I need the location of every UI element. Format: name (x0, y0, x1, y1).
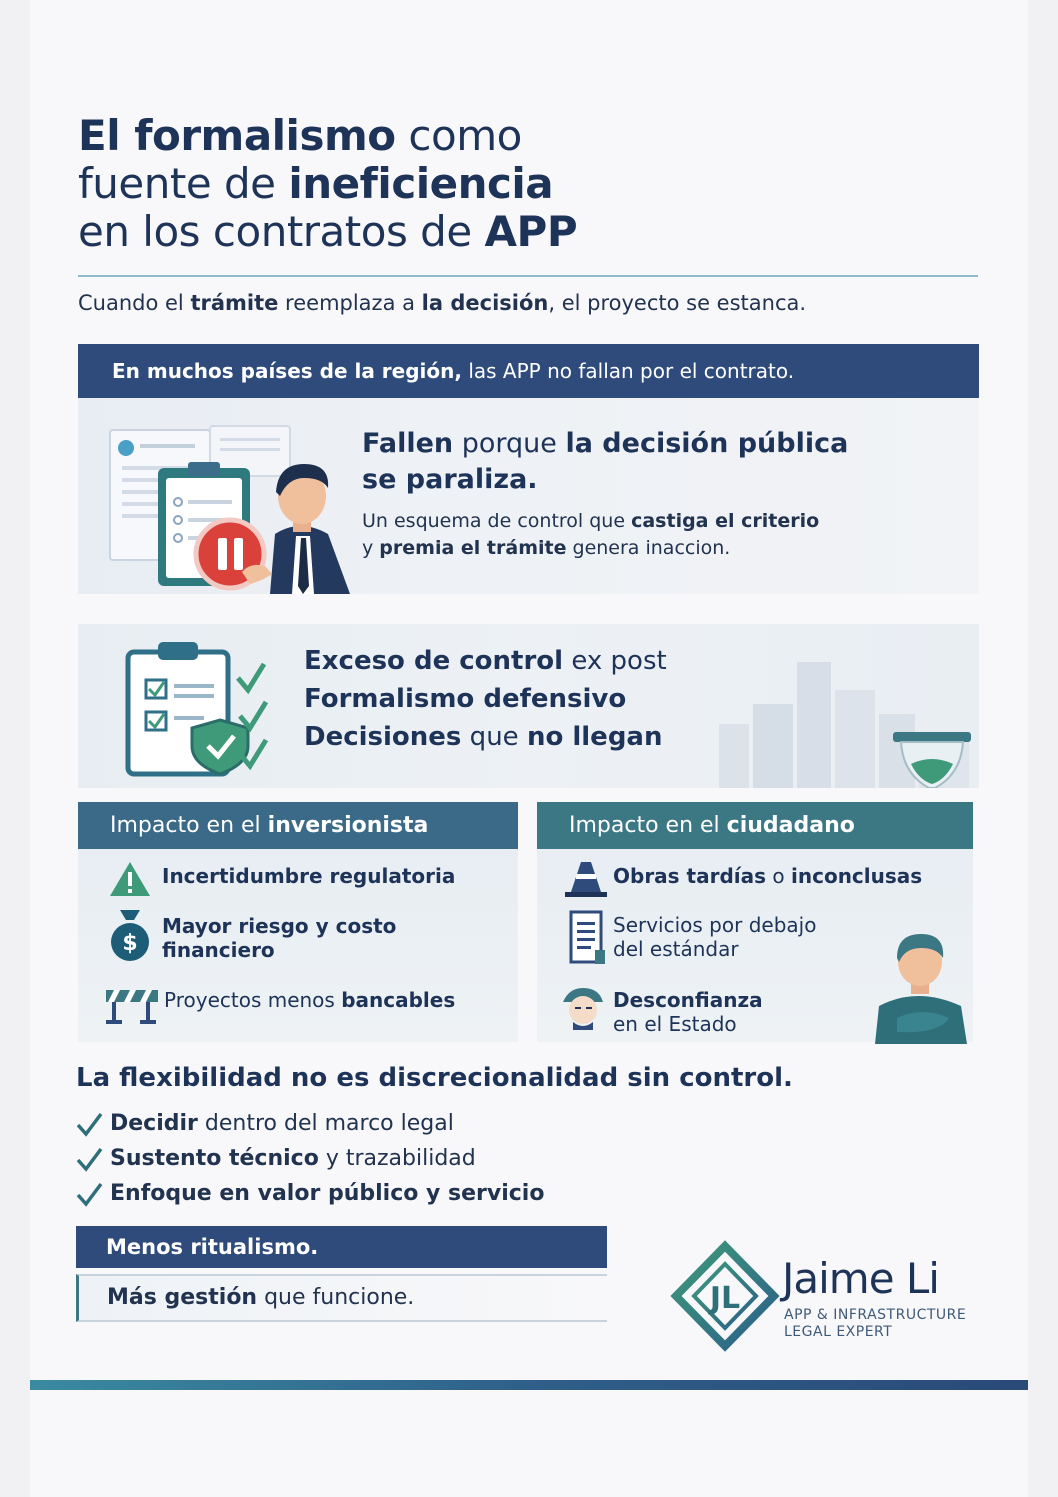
checklist-shield-icon (108, 638, 288, 778)
title-text-3: en los contratos de (78, 207, 485, 256)
region-banner: En muchos países de la región, las APP no fallan por el contrato. (78, 344, 979, 398)
paralysis-panel (78, 398, 979, 594)
investor-impact-box (78, 802, 518, 1042)
citizen-item-delayed-works: Obras tardías o inconclusas (613, 864, 923, 888)
infographic-page (30, 0, 1028, 1497)
jl-logo-icon (670, 1240, 780, 1360)
list-item: Decisiones que no llegan (304, 722, 663, 752)
city-hourglass-icon (679, 634, 979, 788)
check-icon (74, 1179, 104, 1209)
title-bold-3: APP (484, 207, 578, 256)
investor-item-bankability: Proyectos menos bancables (164, 988, 456, 1012)
title-bold-1: El formalismo (78, 111, 396, 160)
brand-name: Jaime Li (782, 1254, 939, 1303)
title-text-1: como (395, 111, 522, 160)
check-icon (74, 1109, 104, 1139)
paralysis-description: Un esquema de control que castiga el criterio y premia el trámite genera inaccion. (362, 510, 820, 559)
citizen-item-services: Servicios por debajo del estándar (613, 913, 817, 961)
paused-decision-illustration-icon (100, 416, 360, 594)
check-icon (74, 1144, 104, 1174)
control-issues-list (304, 642, 667, 756)
paralysis-headline: Fallen porque la decisión pública se paraliza. (362, 428, 849, 495)
investor-item-risk: Mayor riesgo y costo financiero (162, 914, 397, 962)
less-ritualism-banner: Menos ritualismo. (76, 1226, 607, 1268)
list-item: Formalismo defensivo (304, 684, 627, 714)
list-item: Enfoque en valor público y servicio (74, 1176, 544, 1211)
logo-monogram: JL (709, 1281, 741, 1316)
citizen-impact-header: Impacto en el ciudadano (537, 802, 973, 849)
citizen-item-distrust: Desconfianza en el Estado (613, 988, 763, 1036)
footer-bar (30, 1380, 1028, 1390)
investor-item-uncertainty: Incertidumbre regulatoria (162, 864, 456, 888)
list-item: Sustento técnico y trazabilidad (74, 1141, 544, 1176)
distrust-face-icon (559, 982, 607, 1030)
brand-subtitle: APP & INFRASTRUCTURE LEGAL EXPERT (784, 1307, 967, 1340)
warning-icon (108, 860, 152, 898)
money-bag-icon (106, 906, 154, 962)
control-panel (78, 624, 979, 788)
flexibility-list (74, 1106, 544, 1211)
document-icon (567, 910, 607, 966)
citizen-impact-box (537, 802, 973, 1042)
page-title (78, 112, 778, 256)
barrier-icon (100, 982, 160, 1026)
svg-text:$: $ (122, 931, 138, 956)
title-divider (78, 275, 978, 277)
list-item: Decidir dentro del marco legal (74, 1106, 544, 1141)
list-item: Exceso de control ex post (304, 646, 667, 676)
flexibility-title: La flexibilidad no es discrecionalidad sin control. (76, 1063, 793, 1093)
investor-impact-header: Impacto en el inversionista (78, 802, 518, 849)
title-bold-2: ineficiencia (288, 159, 554, 208)
subtitle: Cuando el trámite reemplaza a la decisión, el proyecto se estanca. (78, 291, 807, 315)
traffic-cone-icon (563, 858, 609, 898)
title-text-2: fuente de (78, 159, 289, 208)
citizen-person-icon (867, 922, 973, 1044)
more-management-box: Más gestión que funcione. (76, 1274, 607, 1322)
